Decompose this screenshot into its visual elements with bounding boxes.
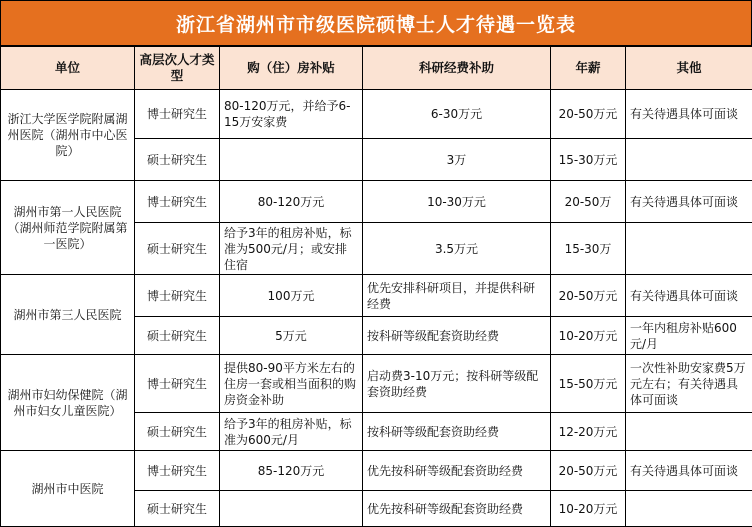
salary-cell: 15-30万 — [551, 223, 626, 275]
unit-cell: 浙江大学医学院附属湖州医院（湖州市中心医院） — [1, 90, 135, 181]
header-row — [1, 47, 752, 90]
type-cell: 博士研究生 — [135, 451, 220, 491]
header-type: 高层次人才类型 — [135, 47, 220, 90]
table-row — [1, 451, 752, 491]
type-cell: 博士研究生 — [135, 355, 220, 413]
table-row — [1, 275, 752, 317]
housing-cell — [220, 491, 363, 527]
housing-cell: 100万元 — [220, 275, 363, 317]
type-cell: 博士研究生 — [135, 275, 220, 317]
other-cell: 有关待遇具体可面谈 — [626, 275, 752, 317]
unit-cell: 湖州市第一人民医院（湖州师范学院附属第一医院） — [1, 181, 135, 275]
other-cell — [626, 491, 752, 527]
research-cell: 3万 — [363, 139, 551, 181]
type-cell: 博士研究生 — [135, 90, 220, 139]
salary-cell: 20-50万元 — [551, 451, 626, 491]
unit-cell: 湖州市第三人民医院 — [1, 275, 135, 355]
housing-cell: 80-120万元 — [220, 181, 363, 223]
header-other: 其他 — [626, 47, 752, 90]
salary-cell: 12-20万元 — [551, 413, 626, 451]
other-cell — [626, 139, 752, 181]
research-cell: 6-30万元 — [363, 90, 551, 139]
unit-cell: 湖州市妇幼保健院（湖州市妇女儿童医院） — [1, 355, 135, 451]
other-cell — [626, 223, 752, 275]
other-cell — [626, 413, 752, 451]
header-unit: 单位 — [1, 47, 135, 90]
salary-cell: 10-20万元 — [551, 491, 626, 527]
type-cell: 硕士研究生 — [135, 317, 220, 355]
other-cell: 一次性补助安家费5万元左右；有关待遇具体可面谈 — [626, 355, 752, 413]
salary-cell: 20-50万元 — [551, 90, 626, 139]
other-cell: 有关待遇具体可面谈 — [626, 90, 752, 139]
research-cell: 优先安排科研项目，并提供科研经费 — [363, 275, 551, 317]
other-cell: 有关待遇具体可面谈 — [626, 451, 752, 491]
housing-cell: 5万元 — [220, 317, 363, 355]
research-cell: 按科研等级配套资助经费 — [363, 317, 551, 355]
header-housing: 购（住）房补贴 — [220, 47, 363, 90]
research-cell: 10-30万元 — [363, 181, 551, 223]
other-cell: 有关待遇具体可面谈 — [626, 181, 752, 223]
header-research: 科研经费补助 — [363, 47, 551, 90]
housing-cell: 提供80-90平方米左右的住房一套或相当面积的购房资金补助 — [220, 355, 363, 413]
housing-cell — [220, 139, 363, 181]
salary-cell: 20-50万元 — [551, 275, 626, 317]
table-row — [1, 355, 752, 413]
salary-cell: 20-50万 — [551, 181, 626, 223]
table-row — [1, 90, 752, 139]
salary-cell: 10-20万元 — [551, 317, 626, 355]
table-row — [1, 181, 752, 223]
page-title: 浙江省湖州市市级医院硕博士人才待遇一览表 — [0, 0, 752, 46]
housing-cell: 80-120万元，并给予6-15万安家费 — [220, 90, 363, 139]
type-cell: 博士研究生 — [135, 181, 220, 223]
research-cell: 优先按科研等级配套资助经费 — [363, 451, 551, 491]
other-cell: 一年内租房补贴600元/月 — [626, 317, 752, 355]
research-cell: 优先按科研等级配套资助经费 — [363, 491, 551, 527]
research-cell: 3.5万元 — [363, 223, 551, 275]
type-cell: 硕士研究生 — [135, 223, 220, 275]
salary-cell: 15-30万元 — [551, 139, 626, 181]
type-cell: 硕士研究生 — [135, 413, 220, 451]
type-cell: 硕士研究生 — [135, 491, 220, 527]
research-cell: 启动费3-10万元；按科研等级配套资助经费 — [363, 355, 551, 413]
housing-cell: 给予3年的租房补贴，标准为500元/月；或安排住宿 — [220, 223, 363, 275]
housing-cell: 85-120万元 — [220, 451, 363, 491]
header-salary: 年薪 — [551, 47, 626, 90]
benefits-table — [0, 46, 752, 527]
research-cell: 按科研等级配套资助经费 — [363, 413, 551, 451]
type-cell: 硕士研究生 — [135, 139, 220, 181]
salary-cell: 15-50万元 — [551, 355, 626, 413]
unit-cell: 湖州市中医院 — [1, 451, 135, 527]
housing-cell: 给予3年的租房补贴，标准为600元/月 — [220, 413, 363, 451]
